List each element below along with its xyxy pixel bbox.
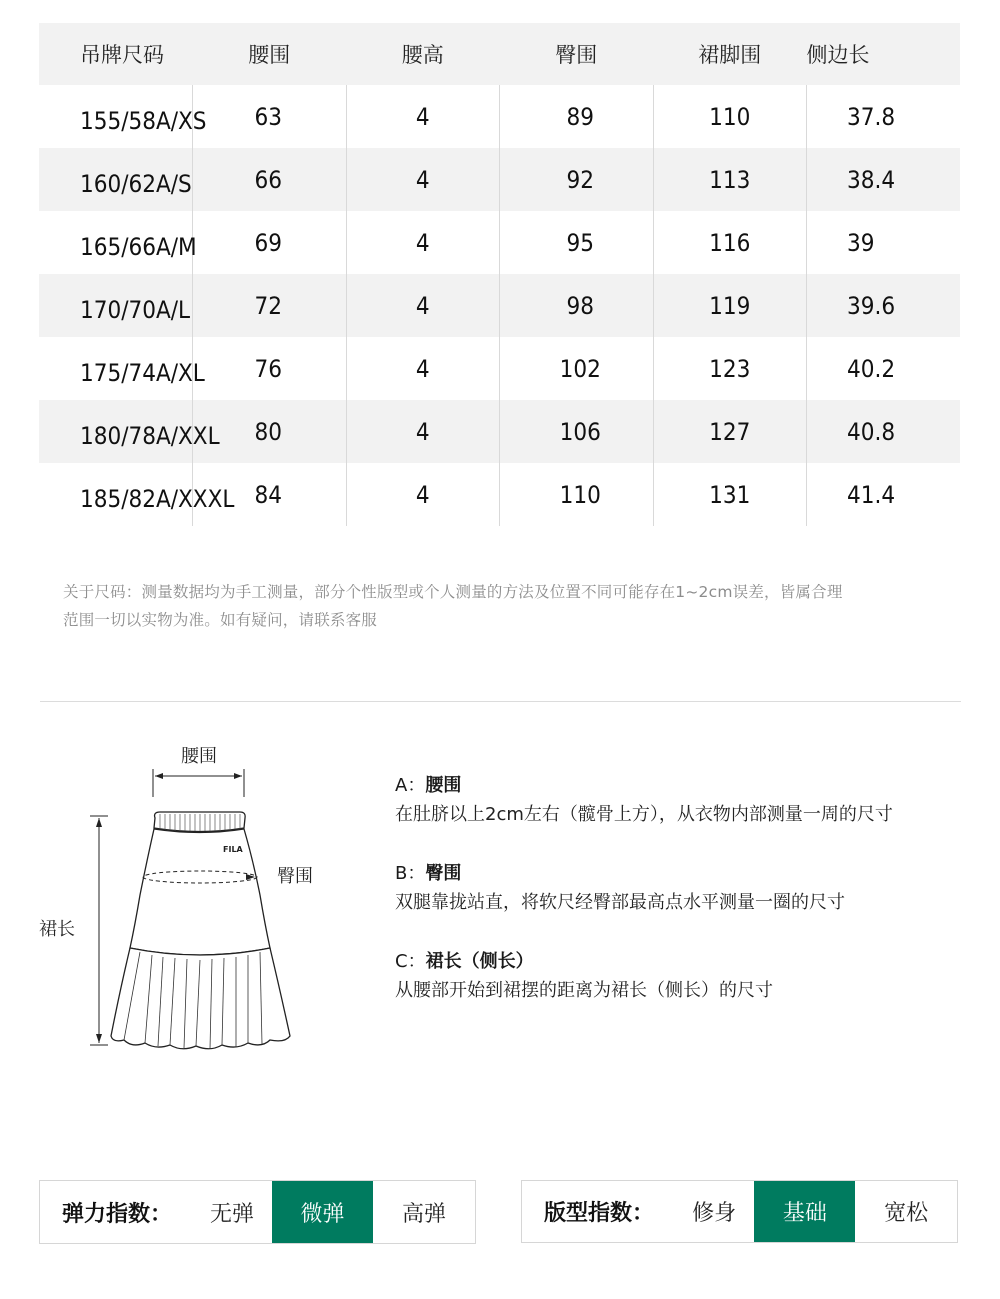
definition-length <box>395 948 975 1006</box>
cell-waist-height: 4 <box>346 274 500 337</box>
definition-text: 从腰部开始到裙摆的距离为裙长（侧长）的尺寸 <box>395 980 773 1001</box>
cell-size: 165/66A/M <box>80 232 197 261</box>
definition-waist <box>395 772 975 830</box>
skirt-diagram <box>30 735 340 1065</box>
cell-side-length: 41.4 <box>807 463 961 526</box>
cell-waist: 63 <box>193 85 347 148</box>
elastic-index-label: 弹力指数： <box>62 1201 173 1227</box>
elastic-option-none: 无弹 <box>209 1201 254 1227</box>
cell-hem: 116 <box>653 211 807 274</box>
cell-hip: 106 <box>500 400 654 463</box>
waist-arrowhead-right <box>234 773 242 779</box>
waistband <box>154 812 245 832</box>
cell-hip: 89 <box>500 85 654 148</box>
measurement-note <box>63 578 963 634</box>
length-arrowhead-bottom <box>96 1034 102 1043</box>
cell-hip: 92 <box>500 148 654 211</box>
cell-side-length: 39.6 <box>807 274 961 337</box>
cell-waist: 84 <box>193 463 347 526</box>
cell-waist-height: 4 <box>346 85 500 148</box>
table-header-row <box>39 23 960 85</box>
definition-title <box>395 860 975 888</box>
header-hip: 臀围 <box>555 43 598 67</box>
definition-key: B： <box>395 863 426 884</box>
definition-key: A： <box>395 775 426 796</box>
cell-waist: 76 <box>193 337 347 400</box>
cell-waist: 80 <box>193 400 347 463</box>
note-line-1: 关于尺码：测量数据均为手工测量，部分个性版型或个人测量的方法及位置不同可能存在1~2cm误差，皆属合理 <box>63 583 843 601</box>
fit-option-regular: 基础 <box>754 1181 855 1242</box>
cell-waist: 69 <box>193 211 347 274</box>
diagram-waist-label: 腰围 <box>181 746 217 767</box>
cell-waist-height: 4 <box>346 337 500 400</box>
fit-option-loose: 宽松 <box>884 1201 929 1226</box>
note-line-2: 范围一切以实物为准。如有疑问，请联系客服 <box>63 611 378 629</box>
length-arrowhead-top <box>96 818 102 827</box>
fit-option-slim: 修身 <box>692 1201 737 1226</box>
definition-name: 腰围 <box>425 775 462 796</box>
table-row <box>39 211 960 274</box>
cell-waist-height: 4 <box>346 148 500 211</box>
cell-hip: 110 <box>500 463 654 526</box>
cell-waist-height: 4 <box>346 463 500 526</box>
definition-name: 裙长（侧长） <box>425 951 534 972</box>
table-row <box>39 274 960 337</box>
cell-waist: 66 <box>193 148 347 211</box>
definition-text: 在肚脐以上2cm左右（髋骨上方），从衣物内部测量一周的尺寸 <box>395 804 893 825</box>
cell-waist-height: 4 <box>346 400 500 463</box>
definition-text: 双腿靠拢站直，将软尺经臀部最高点水平测量一圈的尺寸 <box>395 892 845 913</box>
cell-waist: 72 <box>193 274 347 337</box>
cell-hem: 123 <box>653 337 807 400</box>
cell-hip: 95 <box>500 211 654 274</box>
measurement-definitions <box>395 772 975 1036</box>
header-hem: 裙脚围 <box>698 43 762 67</box>
cell-hem: 113 <box>653 148 807 211</box>
fit-index-label: 版型指数： <box>544 1201 655 1226</box>
table-row <box>39 400 960 463</box>
cell-side-length: 40.2 <box>807 337 961 400</box>
table-row <box>39 85 960 148</box>
header-side-length: 侧边长 <box>806 43 870 67</box>
cell-side-length: 37.8 <box>807 85 961 148</box>
cell-size: 155/58A/XS <box>80 106 207 135</box>
size-table <box>39 23 960 526</box>
cell-hem: 131 <box>653 463 807 526</box>
diagram-hip-label: 臀围 <box>277 866 313 887</box>
cell-size: 185/82A/XXXL <box>80 484 235 513</box>
skirt-illustration <box>30 735 340 1065</box>
elastic-option-high: 高弹 <box>401 1201 446 1227</box>
definition-key: C： <box>395 951 426 972</box>
waist-arrowhead-left <box>155 773 163 779</box>
cell-size: 170/70A/L <box>80 295 191 324</box>
cell-hip: 102 <box>500 337 654 400</box>
header-tag-size: 吊牌尺码 <box>80 43 164 67</box>
definition-hip <box>395 860 975 918</box>
cell-size: 175/74A/XL <box>80 358 205 387</box>
cell-hem: 119 <box>653 274 807 337</box>
table-row <box>39 463 960 526</box>
cell-side-length: 39 <box>807 211 961 274</box>
elastic-option-slight: 微弹 <box>272 1181 373 1243</box>
definition-title <box>395 948 975 976</box>
definition-title <box>395 772 975 800</box>
cell-hip: 98 <box>500 274 654 337</box>
fit-index <box>521 1180 958 1243</box>
fila-logo: FILA <box>223 845 243 854</box>
table-row <box>39 148 960 211</box>
diagram-length-label: 裙长 <box>39 919 75 940</box>
cell-size: 160/62A/S <box>80 169 192 198</box>
cell-hem: 127 <box>653 400 807 463</box>
table-row <box>39 337 960 400</box>
skirt-body <box>130 829 270 955</box>
elastic-index <box>39 1180 476 1244</box>
cell-side-length: 40.8 <box>807 400 961 463</box>
cell-side-length: 38.4 <box>807 148 961 211</box>
cell-size: 180/78A/XXL <box>80 421 220 450</box>
header-waist: 腰围 <box>248 43 291 67</box>
header-waist-height: 腰高 <box>401 43 444 67</box>
section-divider <box>40 701 961 702</box>
cell-hem: 110 <box>653 85 807 148</box>
definition-name: 臀围 <box>425 863 462 884</box>
cell-waist-height: 4 <box>346 211 500 274</box>
